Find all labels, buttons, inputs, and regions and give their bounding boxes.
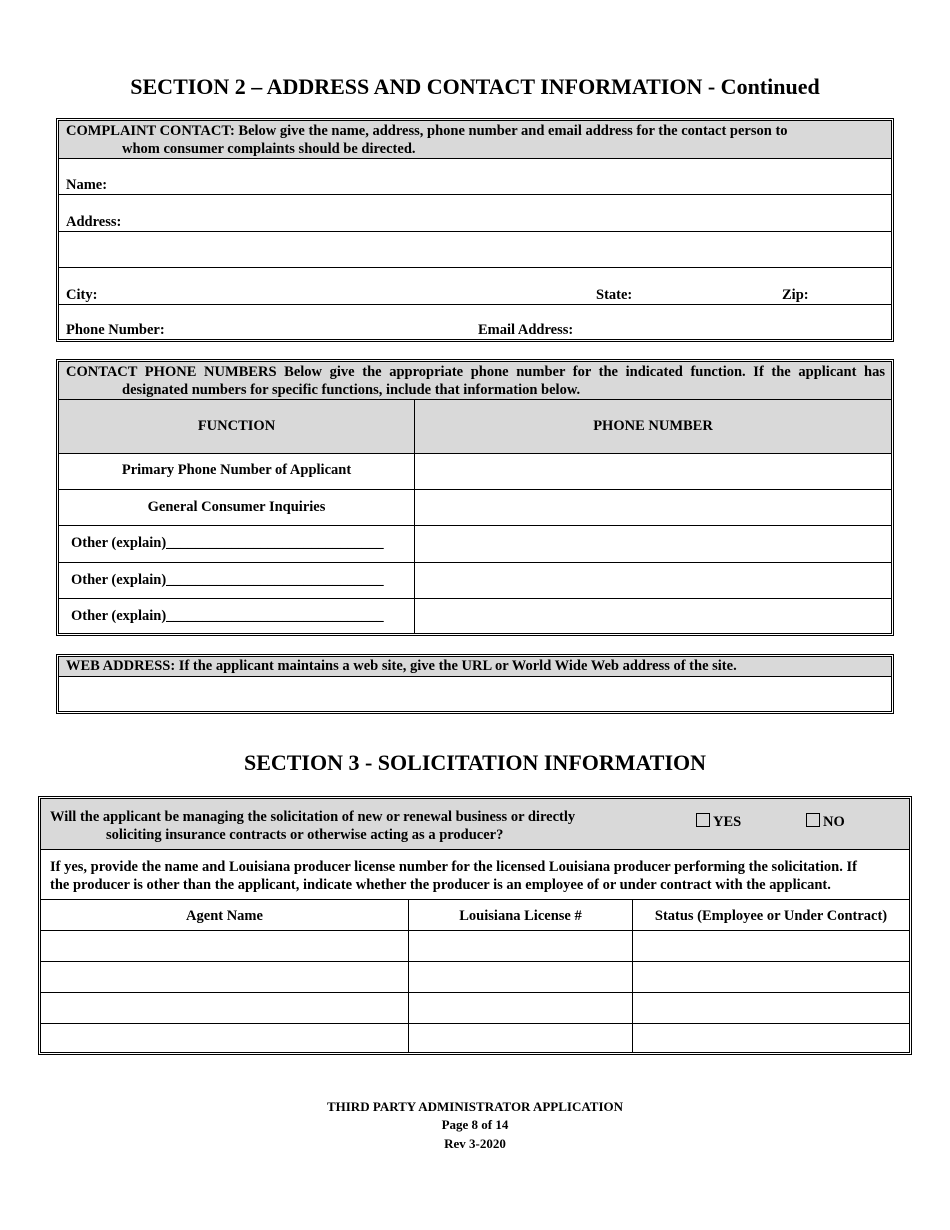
section2-title: SECTION 2 – ADDRESS AND CONTACT INFORMATION - Continued xyxy=(130,74,820,99)
city-state-zip-field[interactable] xyxy=(59,304,891,305)
function-row-other-1: Other (explain)______________________________ xyxy=(71,535,384,551)
phone-numbers-header xyxy=(59,362,891,399)
address-label: Address: xyxy=(66,214,122,230)
web-address-box xyxy=(56,654,894,714)
agent-row-1[interactable] xyxy=(41,931,408,961)
function-row-other-3: Other (explain)______________________________ xyxy=(71,608,384,624)
agent-row-2[interactable] xyxy=(41,962,408,992)
phone-cell-other-2[interactable] xyxy=(415,563,891,598)
phone-number-label: Phone Number: xyxy=(66,322,165,338)
solicitation-box xyxy=(38,796,912,1055)
email-address-label: Email Address: xyxy=(478,322,574,338)
solicitation-question-row xyxy=(41,799,909,849)
address-field-line2[interactable] xyxy=(59,267,891,268)
agent-row-4[interactable] xyxy=(41,1024,408,1052)
phone-header-line1: CONTACT PHONE NUMBERS Below give the appropriate phone number for the indicated function. If the applicant has xyxy=(66,364,885,380)
complaint-header-line2: whom consumer complaints should be directed. xyxy=(122,141,416,157)
no-option[interactable] xyxy=(806,813,845,831)
function-row-primary: Primary Phone Number of Applicant xyxy=(121,462,352,478)
city-label: City: xyxy=(66,287,98,303)
zip-label: Zip: xyxy=(782,287,809,303)
status-column-header: Status (Employee or Under Contract) xyxy=(654,908,888,924)
phone-number-column-header: PHONE NUMBER xyxy=(593,418,713,434)
name-field[interactable] xyxy=(59,194,891,195)
contact-phone-numbers-box xyxy=(56,359,894,636)
license-column-header: Louisiana License # xyxy=(459,908,582,924)
function-row-general: General Consumer Inquiries xyxy=(147,499,326,515)
no-label: NO xyxy=(823,814,845,830)
phone-cell-other-1[interactable] xyxy=(415,526,891,562)
complaint-contact-box xyxy=(56,118,894,342)
web-address-header xyxy=(59,657,891,676)
instructions-line2: the producer is other than the applicant, indicate whether the producer is an employee of or under contract with the applicant. xyxy=(50,877,831,893)
function-column-header: FUNCTION xyxy=(197,418,276,434)
complaint-contact-header xyxy=(59,121,891,158)
name-label: Name: xyxy=(66,177,108,193)
agent-row-3[interactable] xyxy=(41,993,408,1023)
solicitation-instructions xyxy=(50,858,901,894)
complaint-header-line1: COMPLAINT CONTACT: Below give the name, address, phone number and email address for the contact person to xyxy=(66,123,788,139)
yes-label: YES xyxy=(713,814,742,830)
instructions-line1: If yes, provide the name and Louisiana producer license number for the licensed Louisiana producer performing the solicitation. If xyxy=(50,859,857,875)
footer-title: THIRD PARTY ADMINISTRATOR APPLICATION xyxy=(326,1099,624,1114)
phone-table-header-row xyxy=(59,400,891,453)
solicitation-question-line1: Will the applicant be managing the solicitation of new or renewal business or directly xyxy=(50,809,576,825)
web-address-header-text: WEB ADDRESS: If the applicant maintains a web site, give the URL or World Wide Web address of the site. xyxy=(66,658,737,674)
agent-name-column-header: Agent Name xyxy=(186,908,263,924)
phone-cell-primary[interactable] xyxy=(415,454,891,489)
yes-option[interactable] xyxy=(696,813,741,831)
solicitation-question-line2: soliciting insurance contracts or otherwise acting as a producer? xyxy=(106,827,504,843)
footer-page: Page 8 of 14 xyxy=(441,1117,509,1132)
phone-cell-other-3[interactable] xyxy=(415,599,891,633)
address-field[interactable] xyxy=(59,231,891,232)
state-label: State: xyxy=(596,287,633,303)
section3-title: SECTION 3 - SOLICITATION INFORMATION xyxy=(243,750,707,775)
yes-checkbox[interactable] xyxy=(696,813,710,827)
function-row-other-2: Other (explain)______________________________ xyxy=(71,572,384,588)
phone-cell-general[interactable] xyxy=(415,490,891,525)
web-address-field[interactable] xyxy=(59,677,891,711)
footer-revision: Rev 3-2020 xyxy=(444,1136,506,1151)
no-checkbox[interactable] xyxy=(806,813,820,827)
phone-header-line2: designated numbers for specific functions, include that information below. xyxy=(122,382,581,398)
